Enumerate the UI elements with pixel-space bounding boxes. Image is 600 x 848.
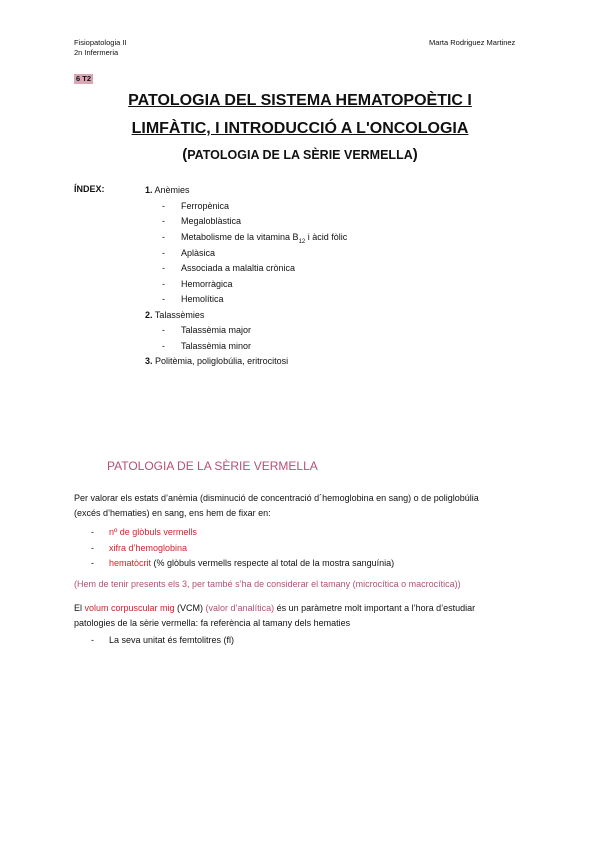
list-dash: - [162, 232, 165, 242]
vcm-abbr: (VCM) [174, 603, 206, 613]
index-item: Hemolítica [181, 294, 224, 304]
hematocrit-term: hematòcrit [109, 558, 152, 568]
vcm-line-2: patologies de la sèrie vermella: fa referència al tamany dels hematies [74, 618, 351, 628]
index-item: Talassèmia minor [181, 341, 252, 351]
intro-line-2: (excés d’hematies) en sang, ens hem de fixar en: [74, 508, 271, 518]
index-section-1 [145, 184, 190, 196]
vcm-qualifier: (valor d’analítica) [205, 603, 275, 613]
index-item: Aplàsica [181, 248, 216, 258]
section-heading: PATOLOGIA DE LA SÈRIE VERMELLA [107, 459, 318, 473]
index-label: ÍNDEX: [74, 184, 105, 194]
header-group: 2n Infermeria [74, 48, 119, 57]
header-course-block [74, 38, 127, 58]
subtitle-text: PATOLOGIA DE LA SÈRIE VERMELLA [187, 148, 413, 162]
index-section-number: 3. [145, 356, 153, 366]
list-dash: - [162, 248, 165, 258]
bullet-hemoglobin: xifra d’hemoglobina [109, 543, 188, 553]
list-dash: - [162, 263, 165, 273]
list-dash: - [162, 325, 165, 335]
header-author: Marta Rodriguez Martinez [429, 38, 516, 47]
index-item: Metabolisme de la vitamina $B_{12}$ i àcid fòlic [181, 232, 348, 245]
vcm-lead: El [74, 603, 85, 613]
index-section-number: 2. [145, 310, 153, 320]
note-paragraph: (Hem de tenir presents els 3, per també s’ha de considerar el tamany (microcítica o macrocítica)) [74, 579, 461, 589]
index-section-number: 1. [145, 185, 153, 195]
list-dash: - [91, 558, 94, 568]
hematocrit-description: (% glòbuls vermells respecte al total de la mostra sanguínia) [151, 558, 395, 568]
vcm-line-1 [74, 601, 534, 616]
index-section-2 [145, 309, 204, 321]
index-item: Hemorràgica [181, 279, 233, 289]
document-title-line2: LIMFÀTIC, I INTRODUCCIÓ A L'ONCOLOGIA [131, 120, 469, 137]
list-dash: - [91, 543, 94, 553]
intro-line-1: Per valorar els estats d’anèmia (disminució de concentració d´hemoglobina en sang) o de poliglobúlia [74, 493, 479, 503]
list-dash: - [162, 294, 165, 304]
list-dash: - [91, 635, 94, 645]
subtitle-close-paren: ) [412, 146, 418, 163]
list-dash: - [162, 216, 165, 226]
bullet-hematocrit [109, 557, 394, 569]
list-dash: - [162, 341, 165, 351]
bullet-unit: La seva unitat és femtolitres (fl) [109, 635, 235, 645]
subtitle-open-paren: ( [182, 146, 188, 163]
index-section-label: Anèmies [154, 185, 190, 195]
vcm-term: volum corpuscular mig [84, 603, 175, 613]
vcm-paragraph [74, 601, 534, 631]
vcm-rest: és un paràmetre molt important a l’hora d’estudiar [274, 603, 476, 613]
header-course: Fisiopatologia II [74, 38, 127, 47]
topic-tag: 6 T2 [76, 74, 92, 83]
document-subtitle [0, 147, 600, 163]
index-item: Megaloblàstica [181, 216, 242, 226]
document-title-line1: PATOLOGIA DEL SISTEMA HEMATOPOÈTIC I [128, 92, 472, 109]
index-item: Ferropènica [181, 201, 230, 211]
list-dash: - [91, 527, 94, 537]
index-item: Talassèmia major [181, 325, 252, 335]
bullet-red-cells: nº de glòbuls vermells [109, 527, 197, 537]
intro-paragraph [74, 491, 534, 521]
index-section-label: Talassèmies [154, 310, 205, 320]
index-section-label: Politèmia, poliglobúlia, eritrocitosi [155, 356, 289, 366]
list-dash: - [162, 279, 165, 289]
index-item: Associada a malaltia crònica [181, 263, 296, 273]
index-section-3 [145, 355, 288, 367]
list-dash: - [162, 201, 165, 211]
